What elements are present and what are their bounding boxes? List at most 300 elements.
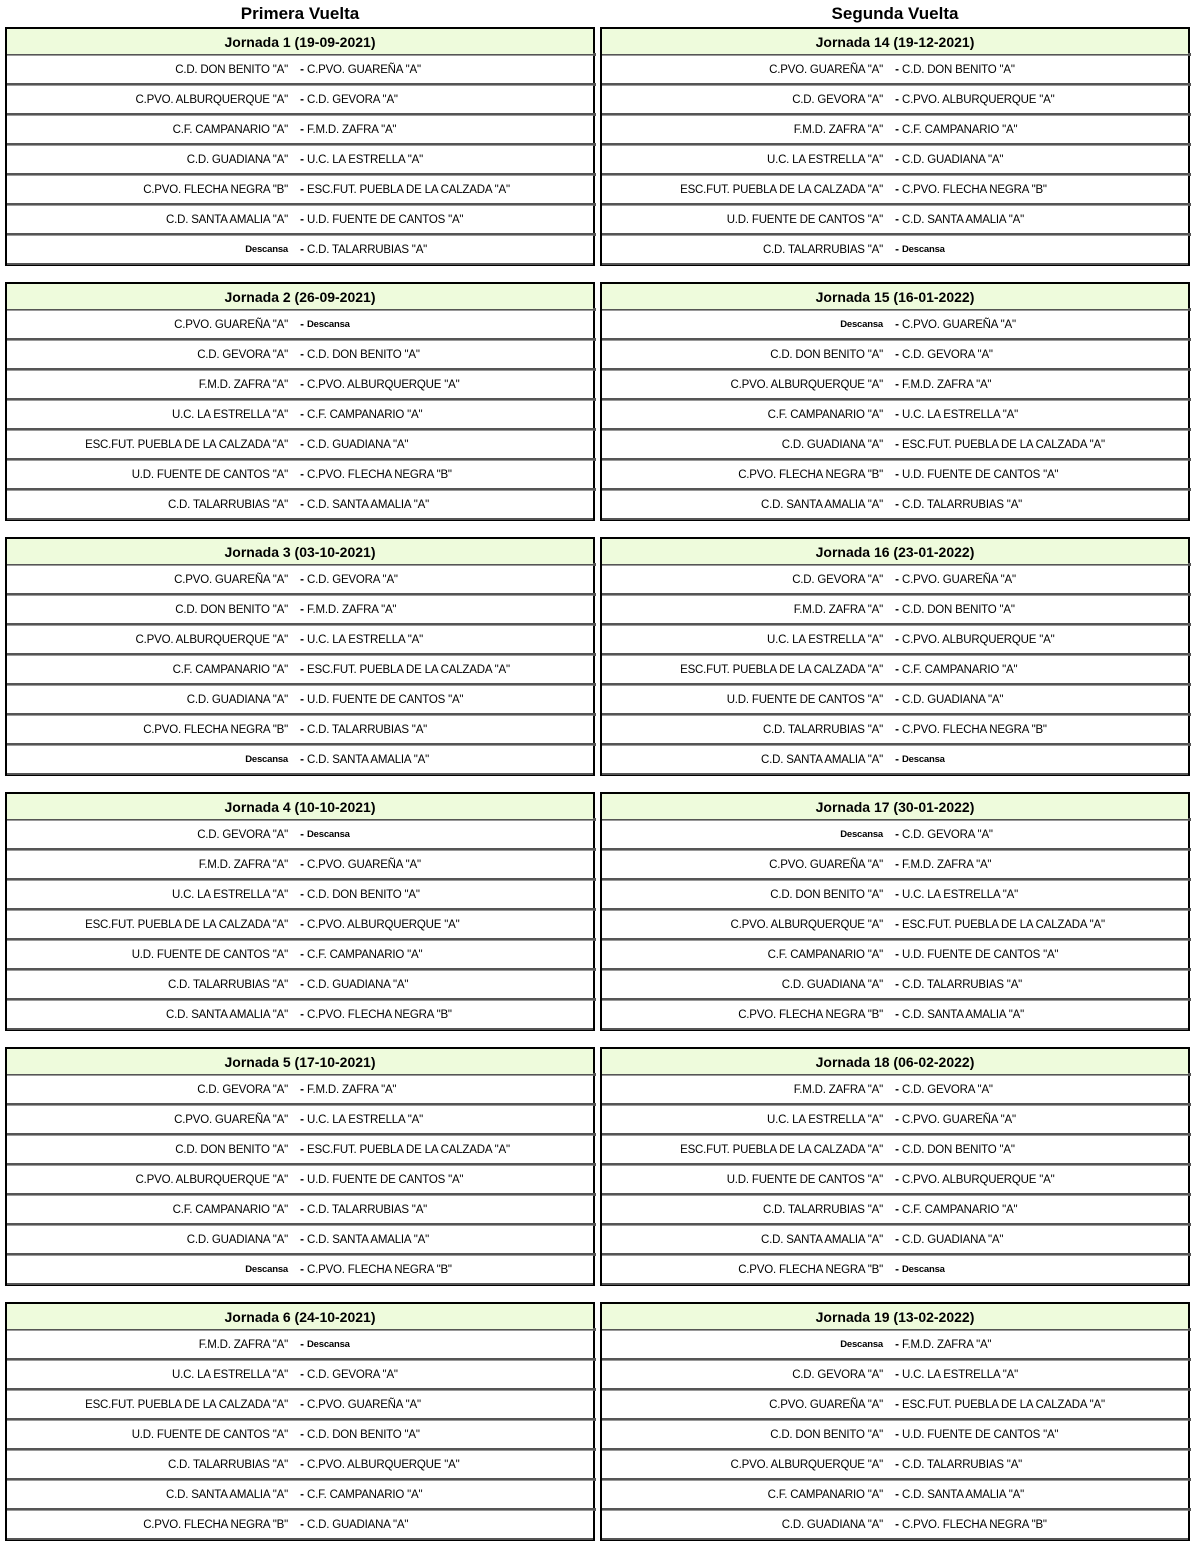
match-row [7,1510,593,1540]
match-row [7,205,593,235]
match-separator: - [895,754,899,766]
match-separator: - [895,1429,899,1441]
away-team: C.PVO. GUAREÑA "A" [902,319,1016,331]
home-team: U.C. LA ESTRELLA "A" [171,409,288,421]
away-team: C.D. GUADIANA "A" [902,1234,1004,1246]
away-team: C.D. SANTA AMALIA "A" [307,499,429,511]
home-team: C.PVO. GUAREÑA "A" [769,1399,883,1411]
away-team: U.D. FUENTE DE CANTOS "A" [307,1174,464,1186]
home-team: C.D. GUADIANA "A" [186,154,288,166]
away-team: C.PVO. FLECHA NEGRA "B" [902,1519,1047,1531]
match-row [7,1165,593,1195]
away-team: C.D. DON BENITO "A" [307,1429,420,1441]
away-team: C.F. CAMPANARIO "A" [307,1489,423,1501]
match-row [7,1450,593,1480]
match-separator: - [895,724,899,736]
away-team: U.C. LA ESTRELLA "A" [902,889,1019,901]
match-row [602,1075,1188,1105]
match-separator: - [300,919,304,931]
away-team: C.D. GUADIANA "A" [902,694,1004,706]
round-block [600,1302,1190,1541]
away-team: C.D. TALARRUBIAS "A" [307,724,428,736]
match-separator: - [300,409,304,421]
home-team: U.D. FUENTE DE CANTOS "A" [131,1429,288,1441]
round-block [600,1047,1190,1286]
home-team: ESC.FUT. PUEBLA DE LA CALZADA "A" [85,439,288,451]
home-team: Descansa [245,244,288,255]
home-team: U.D. FUENTE DE CANTOS "A" [726,214,883,226]
match-row [7,1195,593,1225]
away-team: F.M.D. ZAFRA "A" [902,1339,992,1351]
match-row [602,55,1188,85]
match-separator: - [895,214,899,226]
away-team: Descansa [902,244,945,255]
match-separator: - [895,379,899,391]
match-row [602,1390,1188,1420]
match-row [602,460,1188,490]
home-team: C.D. DON BENITO "A" [175,64,288,76]
home-team: C.D. DON BENITO "A" [770,889,883,901]
match-separator: - [300,499,304,511]
match-separator: - [300,1264,304,1276]
home-team: C.PVO. ALBURQUERQUE "A" [135,634,288,646]
match-row [602,1195,1188,1225]
match-separator: - [895,1144,899,1156]
match-row [7,1105,593,1135]
away-team: C.D. TALARRUBIAS "A" [902,979,1023,991]
match-row [7,370,593,400]
away-team: C.D. TALARRUBIAS "A" [307,1204,428,1216]
home-team: C.F. CAMPANARIO "A" [767,409,883,421]
away-team: C.PVO. FLECHA NEGRA "B" [307,1264,452,1276]
away-team: ESC.FUT. PUEBLA DE LA CALZADA "A" [902,439,1105,451]
match-row [602,1225,1188,1255]
match-row [7,595,593,625]
round-block [5,27,595,266]
away-team: C.D. DON BENITO "A" [307,349,420,361]
away-team: C.PVO. GUAREÑA "A" [307,1399,421,1411]
match-separator: - [300,634,304,646]
match-row [7,430,593,460]
home-team: C.PVO. FLECHA NEGRA "B" [143,184,288,196]
match-row [602,1360,1188,1390]
away-team: C.PVO. GUAREÑA "A" [307,859,421,871]
home-team: U.C. LA ESTRELLA "A" [766,634,883,646]
match-row [7,235,593,265]
match-separator: - [895,124,899,136]
home-team: F.M.D. ZAFRA "A" [198,379,288,391]
home-team: C.D. GUADIANA "A" [186,1234,288,1246]
match-row [602,1330,1188,1360]
match-row [602,1450,1188,1480]
home-team: C.PVO. GUAREÑA "A" [769,64,883,76]
match-separator: - [300,1339,304,1351]
home-team: Descansa [245,1264,288,1275]
home-team: ESC.FUT. PUEBLA DE LA CALZADA "A" [85,1399,288,1411]
home-team: U.D. FUENTE DE CANTOS "A" [726,1174,883,1186]
match-separator: - [300,379,304,391]
match-separator: - [300,574,304,586]
match-row [7,565,593,595]
match-row [602,685,1188,715]
match-separator: - [300,664,304,676]
match-row [7,145,593,175]
home-team: U.D. FUENTE DE CANTOS "A" [131,949,288,961]
away-team: C.D. TALARRUBIAS "A" [902,499,1023,511]
away-team: C.D. GEVORA "A" [902,349,993,361]
away-team: C.F. CAMPANARIO "A" [902,1204,1018,1216]
match-separator: - [895,1264,899,1276]
match-separator: - [895,574,899,586]
round-header: Jornada 4 (10-10-2021) [7,794,593,820]
match-row [602,565,1188,595]
home-team: C.D. GUADIANA "A" [186,694,288,706]
home-team: C.D. TALARRUBIAS "A" [762,244,883,256]
match-row [7,685,593,715]
match-row [7,1330,593,1360]
match-separator: - [300,1174,304,1186]
home-team: F.M.D. ZAFRA "A" [198,1339,288,1351]
match-row [7,55,593,85]
home-team: F.M.D. ZAFRA "A" [793,604,883,616]
home-team: C.D. GUADIANA "A" [781,979,883,991]
match-separator: - [300,94,304,106]
match-separator: - [300,319,304,331]
match-separator: - [895,634,899,646]
round-header: Jornada 5 (17-10-2021) [7,1049,593,1075]
home-team: C.F. CAMPANARIO "A" [767,1489,883,1501]
home-team: F.M.D. ZAFRA "A" [793,124,883,136]
match-row [602,655,1188,685]
match-separator: - [895,1369,899,1381]
match-row [602,970,1188,1000]
round-block [600,27,1190,266]
match-row [7,460,593,490]
away-team: C.PVO. FLECHA NEGRA "B" [902,724,1047,736]
match-separator: - [300,1144,304,1156]
match-row [602,1255,1188,1285]
match-row [602,1165,1188,1195]
match-row [602,430,1188,460]
away-team: C.PVO. ALBURQUERQUE "A" [307,919,460,931]
match-separator: - [300,889,304,901]
home-team: C.D. GEVORA "A" [792,94,883,106]
match-row [602,1105,1188,1135]
match-separator: - [300,244,304,256]
segunda-vuelta-title: Segunda Vuelta [831,4,959,23]
round-block [600,792,1190,1031]
match-row [602,205,1188,235]
away-team: Descansa [307,829,350,840]
away-team: F.M.D. ZAFRA "A" [307,124,397,136]
match-row [7,1360,593,1390]
match-row [602,1000,1188,1030]
away-team: U.D. FUENTE DE CANTOS "A" [307,694,464,706]
home-team: C.D. SANTA AMALIA "A" [166,1489,288,1501]
home-team: C.D. GUADIANA "A" [781,439,883,451]
match-separator: - [895,1204,899,1216]
round-header: Jornada 6 (24-10-2021) [7,1304,593,1330]
match-separator: - [300,1114,304,1126]
home-team: Descansa [840,829,883,840]
home-team: C.D. DON BENITO "A" [770,1429,883,1441]
primera-vuelta-title: Primera Vuelta [240,4,360,23]
match-separator: - [895,664,899,676]
match-row [602,625,1188,655]
round-block [600,282,1190,521]
match-separator: - [895,184,899,196]
away-team: C.D. SANTA AMALIA "A" [902,1009,1024,1021]
match-row [602,1510,1188,1540]
match-row [7,1000,593,1030]
match-separator: - [300,1084,304,1096]
away-team: C.D. GEVORA "A" [307,1369,398,1381]
match-separator: - [895,979,899,991]
match-row [7,1255,593,1285]
away-team: C.F. CAMPANARIO "A" [902,664,1018,676]
away-team: F.M.D. ZAFRA "A" [902,859,992,871]
away-team: C.D. GUADIANA "A" [307,439,409,451]
home-team: C.PVO. ALBURQUERQUE "A" [730,1459,883,1471]
match-row [602,715,1188,745]
match-row [602,145,1188,175]
match-separator: - [895,439,899,451]
match-row [602,1480,1188,1510]
round-header: Jornada 17 (30-01-2022) [602,794,1188,820]
match-separator: - [895,319,899,331]
away-team: U.C. LA ESTRELLA "A" [307,1114,424,1126]
match-row [7,850,593,880]
match-row [602,745,1188,775]
away-team: C.PVO. FLECHA NEGRA "B" [307,469,452,481]
home-team: C.PVO. GUAREÑA "A" [174,574,288,586]
fixtures-grid [5,27,1190,1541]
home-team: C.PVO. ALBURQUERQUE "A" [730,919,883,931]
match-row [602,595,1188,625]
away-team: Descansa [902,754,945,765]
match-separator: - [895,244,899,256]
match-separator: - [895,1489,899,1501]
match-row [7,880,593,910]
away-team: U.C. LA ESTRELLA "A" [307,634,424,646]
away-team: C.D. GEVORA "A" [307,94,398,106]
home-team: U.C. LA ESTRELLA "A" [171,1369,288,1381]
match-row [7,1480,593,1510]
match-row [7,910,593,940]
away-team: U.D. FUENTE DE CANTOS "A" [902,1429,1059,1441]
home-team: C.D. GEVORA "A" [792,574,883,586]
match-separator: - [300,349,304,361]
match-separator: - [300,1489,304,1501]
round-header: Jornada 3 (03-10-2021) [7,539,593,565]
match-separator: - [895,1009,899,1021]
match-separator: - [300,439,304,451]
home-team: C.F. CAMPANARIO "A" [172,124,288,136]
away-team: U.C. LA ESTRELLA "A" [902,1369,1019,1381]
away-team: C.F. CAMPANARIO "A" [307,949,423,961]
away-team: Descansa [902,1264,945,1275]
match-separator: - [895,469,899,481]
match-row [602,175,1188,205]
match-row [7,1135,593,1165]
match-row [7,340,593,370]
home-team: C.D. GUADIANA "A" [781,1519,883,1531]
match-row [602,400,1188,430]
away-team: C.D. DON BENITO "A" [902,604,1015,616]
home-team: U.C. LA ESTRELLA "A" [766,154,883,166]
home-team: C.PVO. GUAREÑA "A" [769,859,883,871]
match-row [602,310,1188,340]
match-separator: - [895,859,899,871]
home-team: C.PVO. ALBURQUERQUE "A" [135,1174,288,1186]
match-separator: - [895,1339,899,1351]
match-separator: - [895,64,899,76]
away-team: C.PVO. GUAREÑA "A" [902,1114,1016,1126]
round-block [5,537,595,776]
match-row [7,400,593,430]
home-team: U.C. LA ESTRELLA "A" [171,889,288,901]
away-team: C.D. SANTA AMALIA "A" [307,1234,429,1246]
match-row [602,940,1188,970]
home-team: Descansa [840,319,883,330]
match-row [602,820,1188,850]
home-team: C.D. SANTA AMALIA "A" [166,1009,288,1021]
match-row [602,880,1188,910]
home-team: C.PVO. ALBURQUERQUE "A" [730,379,883,391]
away-team: C.D. TALARRUBIAS "A" [307,244,428,256]
home-team: C.D. GEVORA "A" [197,829,288,841]
home-team: C.D. TALARRUBIAS "A" [167,979,288,991]
home-team: C.D. TALARRUBIAS "A" [762,724,883,736]
home-team: U.D. FUENTE DE CANTOS "A" [726,694,883,706]
home-team: ESC.FUT. PUEBLA DE LA CALZADA "A" [680,184,883,196]
match-row [7,655,593,685]
home-team: C.D. TALARRUBIAS "A" [167,499,288,511]
away-team: C.PVO. ALBURQUERQUE "A" [902,1174,1055,1186]
away-team: U.D. FUENTE DE CANTOS "A" [307,214,464,226]
home-team: C.D. GEVORA "A" [197,349,288,361]
match-separator: - [895,409,899,421]
home-team: F.M.D. ZAFRA "A" [198,859,288,871]
match-row [7,85,593,115]
away-team: C.D. GUADIANA "A" [902,154,1004,166]
home-team: C.PVO. ALBURQUERQUE "A" [135,94,288,106]
home-team: Descansa [840,1339,883,1350]
match-separator: - [300,469,304,481]
away-team: C.PVO. ALBURQUERQUE "A" [307,379,460,391]
away-team: C.PVO. ALBURQUERQUE "A" [307,1459,460,1471]
match-row [7,820,593,850]
away-team: C.PVO. GUAREÑA "A" [307,64,421,76]
match-separator: - [895,604,899,616]
away-team: C.D. TALARRUBIAS "A" [902,1459,1023,1471]
round-header: Jornada 14 (19-12-2021) [602,29,1188,55]
away-team: C.D. DON BENITO "A" [902,1144,1015,1156]
match-separator: - [895,919,899,931]
home-team: C.PVO. FLECHA NEGRA "B" [738,1264,883,1276]
away-team: C.D. SANTA AMALIA "A" [902,1489,1024,1501]
home-team: C.D. SANTA AMALIA "A" [761,499,883,511]
match-separator: - [300,1204,304,1216]
match-separator: - [300,124,304,136]
match-row [7,715,593,745]
match-row [7,625,593,655]
match-row [7,940,593,970]
match-row [7,1390,593,1420]
round-header: Jornada 1 (19-09-2021) [7,29,593,55]
away-team: Descansa [307,319,350,330]
home-team: C.D. SANTA AMALIA "A" [166,214,288,226]
match-separator: - [300,1519,304,1531]
match-separator: - [300,214,304,226]
away-team: U.C. LA ESTRELLA "A" [902,409,1019,421]
match-separator: - [895,1399,899,1411]
away-team: C.F. CAMPANARIO "A" [902,124,1018,136]
match-row [602,1135,1188,1165]
match-row [7,115,593,145]
match-separator: - [300,1234,304,1246]
round-block [5,1047,595,1286]
match-row [602,115,1188,145]
round-header: Jornada 2 (26-09-2021) [7,284,593,310]
match-separator: - [300,1429,304,1441]
match-row [602,490,1188,520]
away-team: C.D. DON BENITO "A" [307,889,420,901]
match-row [7,175,593,205]
match-separator: - [300,64,304,76]
home-team: C.PVO. GUAREÑA "A" [174,1114,288,1126]
away-team: C.PVO. FLECHA NEGRA "B" [902,184,1047,196]
match-separator: - [300,859,304,871]
away-team: C.D. GEVORA "A" [307,574,398,586]
match-separator: - [300,1009,304,1021]
away-team: ESC.FUT. PUEBLA DE LA CALZADA "A" [307,1144,510,1156]
match-separator: - [300,1369,304,1381]
match-separator: - [300,754,304,766]
away-team: U.D. FUENTE DE CANTOS "A" [902,469,1059,481]
match-separator: - [895,154,899,166]
match-separator: - [895,1459,899,1471]
match-separator: - [300,829,304,841]
away-team: F.M.D. ZAFRA "A" [307,604,397,616]
home-team: C.D. GEVORA "A" [792,1369,883,1381]
away-team: C.D. GUADIANA "A" [307,979,409,991]
match-row [7,1420,593,1450]
match-separator: - [895,349,899,361]
match-row [7,490,593,520]
home-team: C.F. CAMPANARIO "A" [172,1204,288,1216]
home-team: U.D. FUENTE DE CANTOS "A" [131,469,288,481]
home-team: C.F. CAMPANARIO "A" [767,949,883,961]
match-separator: - [895,829,899,841]
home-team: C.D. SANTA AMALIA "A" [761,1234,883,1246]
home-team: ESC.FUT. PUEBLA DE LA CALZADA "A" [680,664,883,676]
match-row [7,310,593,340]
away-team: C.PVO. FLECHA NEGRA "B" [307,1009,452,1021]
away-team: F.M.D. ZAFRA "A" [902,379,992,391]
match-separator: - [300,979,304,991]
away-team: C.PVO. ALBURQUERQUE "A" [902,94,1055,106]
round-header: Jornada 19 (13-02-2022) [602,1304,1188,1330]
home-team: C.PVO. FLECHA NEGRA "B" [143,724,288,736]
match-separator: - [895,1174,899,1186]
match-separator: - [895,1234,899,1246]
match-separator: - [300,1399,304,1411]
away-team: F.M.D. ZAFRA "A" [307,1084,397,1096]
home-team: C.D. DON BENITO "A" [770,349,883,361]
home-team: C.PVO. FLECHA NEGRA "B" [738,469,883,481]
match-separator: - [300,1459,304,1471]
